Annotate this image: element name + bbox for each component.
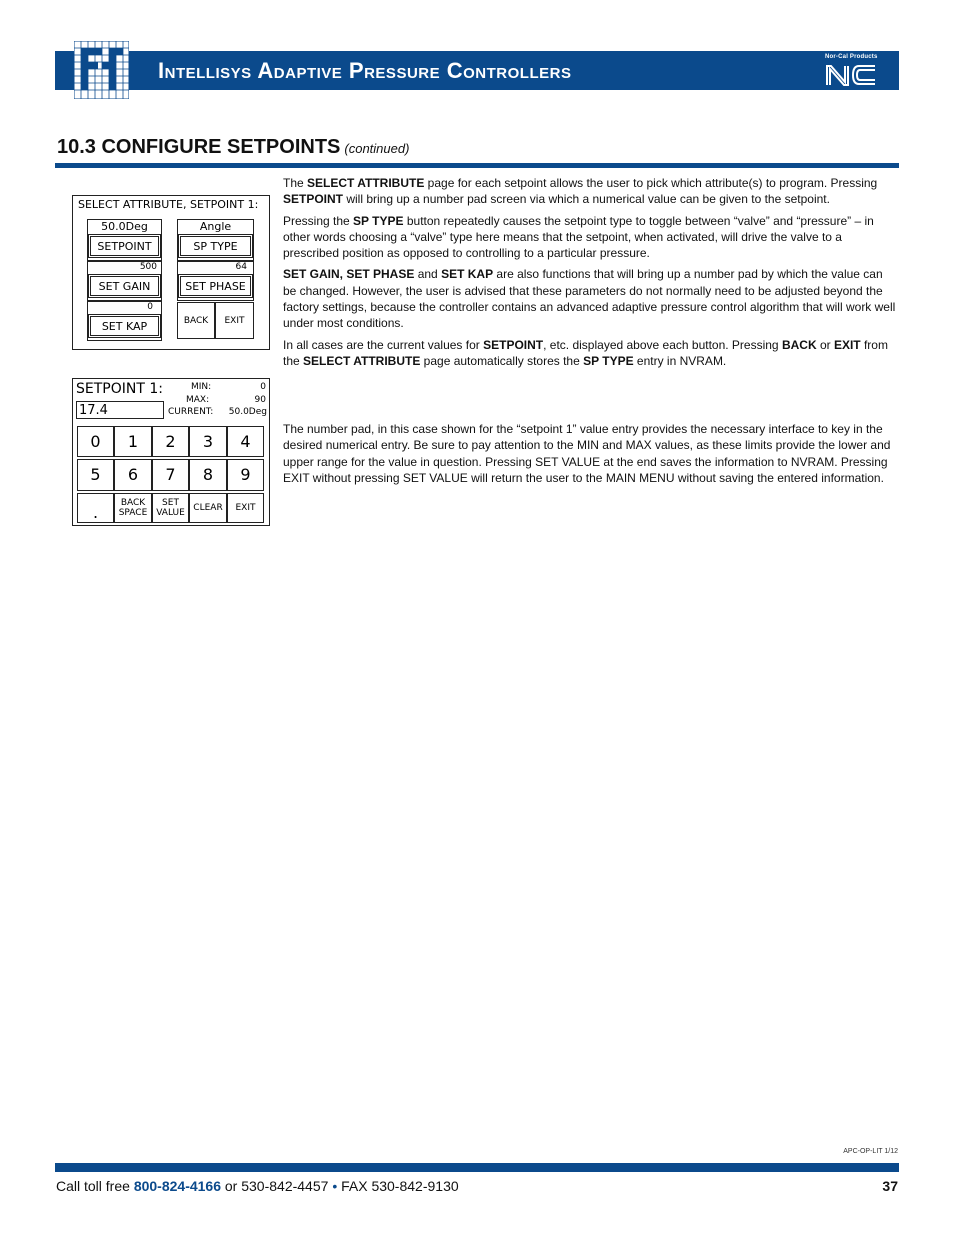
set-value-key-line1: SET bbox=[162, 498, 179, 508]
sp-type-button[interactable]: SP TYPE bbox=[178, 234, 253, 258]
footer-contact bbox=[56, 1178, 459, 1194]
text-bold: SELECT ATTRIBUTE bbox=[307, 176, 425, 190]
text-span: and bbox=[414, 267, 442, 282]
footer-call-label: Call toll free bbox=[56, 1178, 134, 1194]
toll-free-phone: 800-824-4166 bbox=[133, 1178, 221, 1194]
nc-logo-icon bbox=[825, 63, 879, 87]
paragraph-current-values bbox=[283, 337, 899, 370]
select-attribute-title: SELECT ATTRIBUTE, SETPOINT 1: bbox=[78, 198, 259, 211]
number-pad-description bbox=[283, 421, 899, 491]
text-span: page for each setpoint allows the user to pick which attribute(s) to program. Pressing bbox=[424, 176, 878, 190]
page-header-title: Intellisys Adaptive Pressure Controllers bbox=[158, 58, 572, 83]
section-title bbox=[57, 136, 409, 159]
backspace-key-line1: BACK bbox=[120, 498, 146, 508]
backspace-key-line2: SPACE bbox=[118, 508, 148, 518]
key-decimal[interactable]: . bbox=[77, 493, 114, 523]
exit-key[interactable]: EXIT bbox=[227, 493, 264, 523]
key-2[interactable]: 2 bbox=[152, 426, 189, 457]
text-span: or bbox=[816, 337, 834, 352]
set-gain-button[interactable]: SET GAIN bbox=[88, 274, 161, 298]
phase-current-value: 64 bbox=[235, 262, 247, 272]
text-span: entry in NVRAM. bbox=[633, 353, 727, 368]
paragraph-select-attribute bbox=[283, 175, 899, 208]
setpoint-button[interactable]: SETPOINT bbox=[88, 234, 161, 258]
number-pad-title: SETPOINT 1: bbox=[76, 381, 163, 397]
text-bold: SP TYPE bbox=[353, 213, 404, 228]
company-logo-icon bbox=[74, 41, 129, 99]
gain-current-value: 500 bbox=[139, 262, 157, 272]
text-span: from the bbox=[283, 337, 888, 368]
setpoint-current-value: 50.0Deg bbox=[101, 220, 148, 233]
key-3[interactable]: 3 bbox=[189, 426, 227, 457]
current-value: 50.0Deg bbox=[228, 407, 267, 417]
current-label: CURRENT: bbox=[168, 407, 214, 417]
key-5[interactable]: 5 bbox=[77, 459, 114, 491]
paragraph-gain-phase-kap bbox=[283, 266, 899, 331]
brand-logo-text: Nor-Cal Products bbox=[825, 54, 878, 60]
section-title-text: 10.3 CONFIGURE SETPOINTS bbox=[57, 136, 341, 158]
text-bold: SET KAP bbox=[441, 267, 494, 282]
footer-divider bbox=[55, 1163, 899, 1172]
key-9[interactable]: 9 bbox=[227, 459, 264, 491]
min-value: 0 bbox=[260, 382, 266, 392]
text-bold: SET GAIN, SET PHASE bbox=[283, 267, 415, 282]
text-span: The bbox=[283, 176, 308, 190]
paragraph-sp-type bbox=[283, 213, 899, 262]
text-bold: EXIT bbox=[833, 337, 861, 352]
text-bold: SETPOINT bbox=[283, 192, 344, 207]
key-1[interactable]: 1 bbox=[114, 426, 152, 457]
select-attribute-screen bbox=[72, 195, 270, 350]
key-0[interactable]: 0 bbox=[77, 426, 114, 457]
backspace-key[interactable] bbox=[114, 493, 152, 523]
back-button[interactable]: BACK bbox=[177, 302, 215, 339]
max-label: MAX: bbox=[186, 395, 210, 405]
section-divider bbox=[55, 163, 899, 168]
paragraph-number-pad: The number pad, in this case shown for the “setpoint 1” value entry provides the necessary interface to key in the desired numerical entry. Be sure to pay attention to the MIN and MAX values, as these limits provide the lower and upper range for the value in question. Pressing SET VALUE at the end saves the information to NVRAM. Pressing EXIT without pressing SET VALUE will return the user to the MAIN MENU without saving the entered information. bbox=[283, 422, 891, 485]
key-8[interactable]: 8 bbox=[189, 459, 227, 491]
key-6[interactable]: 6 bbox=[114, 459, 152, 491]
sp-type-current-value: Angle bbox=[199, 220, 232, 233]
key-4[interactable]: 4 bbox=[227, 426, 264, 457]
text-span: are also functions that will bring up a number pad by which the value can be changed. However, the user is advised that these parameters do not normally need to be adjusted beyond the factory settings, because the controller contains an advanced adaptive pressure control algorithm that will work well under most conditions. bbox=[283, 267, 896, 331]
min-label: MIN: bbox=[191, 382, 212, 392]
footer-alt-phone: or 530-842-4457 bbox=[221, 1178, 333, 1194]
text-span: Pressing the bbox=[283, 213, 354, 228]
exit-button[interactable]: EXIT bbox=[215, 302, 254, 339]
text-bold: SETPOINT bbox=[483, 337, 544, 352]
set-phase-button[interactable]: SET PHASE bbox=[178, 274, 253, 298]
text-span: will bring up a number pad screen via which a numerical value can be given to the setpoint. bbox=[343, 192, 830, 207]
text-bold: SP TYPE bbox=[583, 353, 634, 368]
text-span: In all cases are the current values for bbox=[283, 337, 484, 352]
clear-key[interactable]: CLEAR bbox=[189, 493, 227, 523]
text-span: page automatically stores the bbox=[420, 353, 584, 368]
section-continued-label: (continued) bbox=[344, 141, 410, 156]
key-7[interactable]: 7 bbox=[152, 459, 189, 491]
document-code: APC-OP-LIT 1/12 bbox=[843, 1148, 898, 1155]
set-value-key-line2: VALUE bbox=[156, 508, 185, 518]
page-number: 37 bbox=[882, 1178, 898, 1194]
text-bold: BACK bbox=[781, 337, 817, 352]
text-span: , etc. displayed above each button. Pressing bbox=[543, 337, 782, 352]
max-value: 90 bbox=[254, 395, 266, 405]
footer-bullet: • bbox=[332, 1178, 338, 1194]
description-text-block bbox=[283, 175, 899, 374]
footer-fax: FAX 530-842-9130 bbox=[337, 1178, 459, 1194]
set-value-key[interactable] bbox=[152, 493, 189, 523]
kap-current-value: 0 bbox=[147, 302, 153, 312]
text-bold: SELECT ATTRIBUTE bbox=[303, 353, 421, 368]
set-kap-button[interactable]: SET KAP bbox=[88, 314, 161, 338]
number-pad-screen bbox=[72, 378, 270, 526]
setpoint-entry-field[interactable]: 17.4 bbox=[76, 401, 164, 419]
brand-logo bbox=[823, 53, 881, 89]
text-span: button repeatedly causes the setpoint type to toggle between “valve” and “pressure” – in other words choosing a “valve” type here means that the setpoint, when activated, will drive the valve to a prescribed position as opposed to controlling to a particular pressure. bbox=[283, 213, 874, 261]
